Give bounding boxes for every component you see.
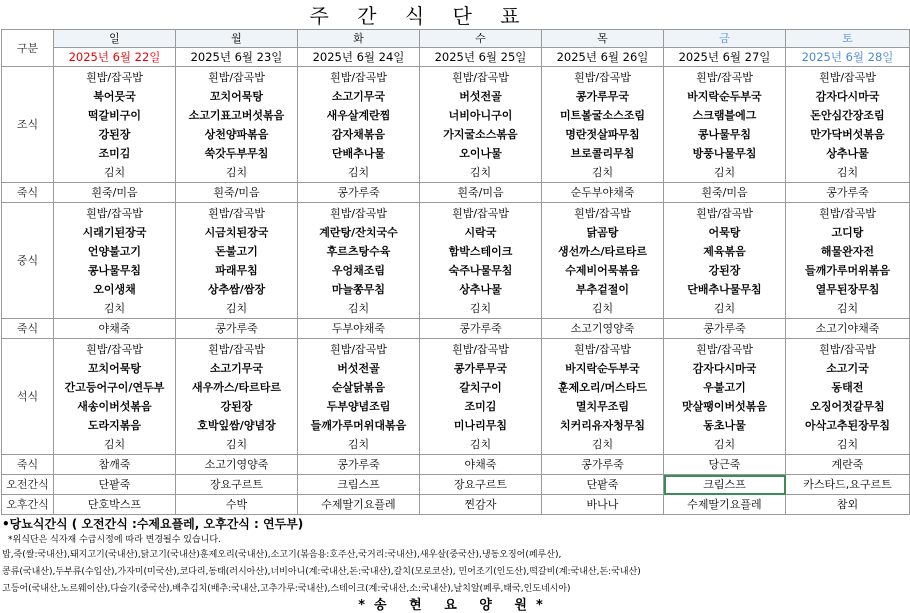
porridge-cell: 소고기야채죽 bbox=[786, 319, 910, 339]
menu-item: 흰밥/잡곡밥 bbox=[86, 343, 143, 356]
menu-item: 감자다시마국 bbox=[815, 90, 880, 103]
date-sun: 2025년 6월 22일 bbox=[54, 48, 176, 67]
am-snack-row bbox=[2, 475, 910, 495]
pm-snack-cell: 수제딸기요플레 bbox=[664, 495, 786, 515]
menu-item: 새송이버섯볶음 bbox=[77, 400, 152, 413]
porridge-cell: 콩가루죽 bbox=[298, 183, 420, 203]
menu-item: 간고등어구이/연두부 bbox=[64, 381, 165, 394]
menu-item: 도라지볶음 bbox=[87, 419, 142, 432]
menu-item: 생선까스/타르타르 bbox=[557, 245, 648, 258]
menu-item: 바지락순두부국 bbox=[687, 90, 762, 103]
am-snack-cell: 카스타드,요구르트 bbox=[786, 475, 910, 495]
porridge-label: 죽식 bbox=[2, 455, 54, 475]
menu-item: 동초나물 bbox=[703, 419, 746, 432]
menu-item-list bbox=[54, 340, 175, 454]
menu-item: 계란탕/잔치국수 bbox=[319, 226, 398, 239]
menu-item: 김치 bbox=[591, 438, 614, 451]
menu-item: 닭곰탕 bbox=[586, 226, 619, 239]
breakfast-row bbox=[2, 67, 910, 183]
menu-item-list bbox=[176, 68, 297, 182]
menu-item: 조미김 bbox=[464, 400, 497, 413]
menu-item: 흰밥/잡곡밥 bbox=[819, 207, 876, 220]
date-mon: 2025년 6월 23일 bbox=[176, 48, 298, 67]
origin-line-1: 밥,죽(쌀:국내산),돼지고기(국내산),닭고기(국내산)훈제오리(국내산),소고기(볶음용:호주산,국거리:국내산),새우살(중국산),냉동오징어(페루산), bbox=[2, 550, 562, 560]
menu-item: 쑥갓두부무침 bbox=[204, 147, 269, 160]
porridge-cell: 흰죽/미음 bbox=[54, 183, 176, 203]
porridge-cell: 소고기영양죽 bbox=[176, 455, 298, 475]
menu-item: 김치 bbox=[836, 438, 859, 451]
menu-item: 김치 bbox=[469, 166, 492, 179]
menu-item: 고디탕 bbox=[831, 226, 864, 239]
menu-item: 멸치무조림 bbox=[575, 400, 630, 413]
menu-item: 단배추나물 bbox=[331, 147, 386, 160]
breakfast-cell bbox=[542, 67, 664, 183]
menu-item: 콩나물무침 bbox=[87, 264, 142, 277]
pm-snack-row bbox=[2, 495, 910, 515]
menu-item-list bbox=[786, 340, 909, 454]
menu-item-list bbox=[298, 340, 419, 454]
menu-item: 떡갈비구이 bbox=[87, 109, 142, 122]
date-row bbox=[2, 48, 910, 67]
menu-item: 흰밥/잡곡밥 bbox=[330, 343, 387, 356]
porridge-cell: 콩가루죽 bbox=[542, 455, 664, 475]
menu-item: 김치 bbox=[225, 302, 248, 315]
dinner-cell bbox=[664, 339, 786, 455]
menu-item: 마늘쫑무침 bbox=[331, 283, 386, 296]
menu-item: 훈제오리/머스타드 bbox=[557, 381, 648, 394]
menu-item: 흰밥/잡곡밥 bbox=[330, 207, 387, 220]
menu-item-list bbox=[420, 204, 541, 318]
menu-item: 호박잎쌈/양념장 bbox=[197, 419, 276, 432]
menu-item: 감자채볶음 bbox=[331, 128, 386, 141]
category-header: 구분 bbox=[2, 30, 54, 67]
menu-item: 상추쌈/쌈장 bbox=[207, 283, 266, 296]
menu-item: 꼬치어묵탕 bbox=[209, 90, 264, 103]
menu-item: 흰밥/잡곡밥 bbox=[574, 207, 631, 220]
dinner-cell bbox=[786, 339, 910, 455]
menu-item: 콩나물무침 bbox=[697, 128, 752, 141]
porridge-cell: 콩가루죽 bbox=[786, 183, 910, 203]
menu-item: 흰밥/잡곡밥 bbox=[574, 71, 631, 84]
breakfast-cell bbox=[54, 67, 176, 183]
day-sat: 토 bbox=[786, 30, 910, 48]
diabetic-snack-note: •당뇨식간식 ( 오전간식 :수제요플레, 오후간식 : 연두부) bbox=[2, 517, 304, 531]
menu-item: 우엉채조림 bbox=[331, 264, 386, 277]
menu-item: 북어뭇국 bbox=[93, 90, 136, 103]
porridge-cell: 흰죽/미음 bbox=[420, 183, 542, 203]
date-wed: 2025년 6월 25일 bbox=[420, 48, 542, 67]
dinner-label: 석식 bbox=[2, 339, 54, 455]
menu-item-list bbox=[664, 340, 785, 454]
menu-item: 오징어젓갈무침 bbox=[810, 400, 885, 413]
menu-item: 흰밥/잡곡밥 bbox=[819, 343, 876, 356]
dinner-cell bbox=[176, 339, 298, 455]
menu-item: 해물완자전 bbox=[820, 245, 875, 258]
porridge-cell: 두부야채죽 bbox=[298, 319, 420, 339]
porridge-cell: 흰죽/미음 bbox=[664, 183, 786, 203]
menu-item: 콩가루무국 bbox=[453, 362, 508, 375]
porridge-cell: 소고기영양죽 bbox=[542, 319, 664, 339]
dinner-row bbox=[2, 339, 910, 455]
menu-item: 흰밥/잡곡밥 bbox=[208, 343, 265, 356]
menu-item: 소고기국 bbox=[826, 362, 869, 375]
menu-item: 흰밥/잡곡밥 bbox=[208, 71, 265, 84]
porridge-cell: 콩가루죽 bbox=[298, 455, 420, 475]
menu-item-list bbox=[298, 204, 419, 318]
am-snack-cell: 단팥죽 bbox=[54, 475, 176, 495]
lunch-row bbox=[2, 203, 910, 319]
menu-item: 우불고기 bbox=[703, 381, 746, 394]
menu-item: 강된장 bbox=[708, 264, 741, 277]
porridge-cell: 당근죽 bbox=[664, 455, 786, 475]
menu-item: 흰밥/잡곡밥 bbox=[452, 207, 509, 220]
menu-item: 흰밥/잡곡밥 bbox=[696, 71, 753, 84]
date-tue: 2025년 6월 24일 bbox=[298, 48, 420, 67]
menu-item: 두부양념조림 bbox=[326, 400, 391, 413]
porridge-cell: 콩가루죽 bbox=[420, 319, 542, 339]
porridge-cell: 콩가루죽 bbox=[176, 319, 298, 339]
menu-item: 소고기무국 bbox=[209, 362, 264, 375]
lunch-cell bbox=[54, 203, 176, 319]
pm-snack-cell: 참외 bbox=[786, 495, 910, 515]
menu-item: 흰밥/잡곡밥 bbox=[208, 207, 265, 220]
menu-item: 꼬치어묵탕 bbox=[87, 362, 142, 375]
pm-snack-cell: 단호박스프 bbox=[54, 495, 176, 515]
menu-item: 김치 bbox=[713, 438, 736, 451]
date-fri: 2025년 6월 27일 bbox=[664, 48, 786, 67]
menu-item: 흰밥/잡곡밥 bbox=[86, 207, 143, 220]
menu-item: 김치 bbox=[469, 302, 492, 315]
porridge-row-1 bbox=[2, 183, 910, 203]
dinner-cell bbox=[298, 339, 420, 455]
menu-item-list bbox=[176, 340, 297, 454]
menu-item: 조미김 bbox=[98, 147, 131, 160]
am-snack-cell-selected[interactable]: 크림스프 bbox=[664, 475, 786, 495]
menu-item: 버섯전골 bbox=[337, 362, 380, 375]
porridge-cell: 계란죽 bbox=[786, 455, 910, 475]
pm-snack-cell: 바나나 bbox=[542, 495, 664, 515]
breakfast-label: 조식 bbox=[2, 67, 54, 183]
menu-item: 숙주나물무침 bbox=[448, 264, 513, 277]
day-thu: 목 bbox=[542, 30, 664, 48]
menu-item: 열무된장무침 bbox=[815, 283, 880, 296]
porridge-cell: 콩가루죽 bbox=[664, 319, 786, 339]
date-sat: 2025년 6월 28일 bbox=[786, 48, 910, 67]
breakfast-cell bbox=[786, 67, 910, 183]
menu-item: 김치 bbox=[836, 302, 859, 315]
pm-snack-cell: 수박 bbox=[176, 495, 298, 515]
am-snack-cell: 장요구르트 bbox=[176, 475, 298, 495]
am-snack-cell: 단팥죽 bbox=[542, 475, 664, 495]
lunch-label: 중식 bbox=[2, 203, 54, 319]
menu-item: 맛살팽이버섯볶음 bbox=[681, 400, 767, 413]
menu-item: 흰밥/잡곡밥 bbox=[452, 71, 509, 84]
menu-item: 오이나물 bbox=[459, 147, 502, 160]
menu-item: 소고기무국 bbox=[331, 90, 386, 103]
porridge-label: 죽식 bbox=[2, 319, 54, 339]
am-snack-cell: 장요구르트 bbox=[420, 475, 542, 495]
menu-item: 아삭고추된장무침 bbox=[804, 419, 890, 432]
menu-item: 버섯전골 bbox=[459, 90, 502, 103]
dinner-cell bbox=[542, 339, 664, 455]
menu-item: 동태전 bbox=[831, 381, 864, 394]
menu-item-list bbox=[664, 68, 785, 182]
notes-section bbox=[2, 514, 908, 598]
am-snack-label: 오전간식 bbox=[2, 475, 54, 495]
menu-item: 김치 bbox=[836, 166, 859, 179]
menu-item: 파래무침 bbox=[215, 264, 258, 277]
am-snack-cell: 크림스프 bbox=[298, 475, 420, 495]
menu-item: 김치 bbox=[103, 302, 126, 315]
menu-item: 방풍나물무침 bbox=[692, 147, 757, 160]
menu-item: 함박스테이크 bbox=[448, 245, 513, 258]
change-notice: *위식단은 식자재 수급시정에 따라 변경될수 있습니다. bbox=[8, 535, 221, 545]
origin-line-2: 콩류(국내산),두부류(수입산),가자미(미국산),코다리,동태(러시아산),너비아니(계:국내산,돈:국내산),갈치(모로코산), 민어조기(인도산),떡갈비(계:국내산,돈:국내산) bbox=[2, 567, 641, 577]
day-sun: 일 bbox=[54, 30, 176, 48]
breakfast-cell bbox=[298, 67, 420, 183]
menu-item: 후르츠탕수육 bbox=[326, 245, 391, 258]
porridge-label: 죽식 bbox=[2, 183, 54, 203]
menu-item: 소고기표고버섯볶음 bbox=[188, 109, 285, 122]
menu-item-list bbox=[786, 204, 909, 318]
menu-item: 감자다시마국 bbox=[692, 362, 757, 375]
facility-name: *송 현 요 양 원* bbox=[358, 598, 552, 613]
menu-item: 흰밥/잡곡밥 bbox=[452, 343, 509, 356]
menu-item-list bbox=[420, 68, 541, 182]
menu-item: 너비아니구이 bbox=[448, 109, 513, 122]
menu-item: 오이생채 bbox=[93, 283, 136, 296]
menu-item: 치커리유자청무침 bbox=[559, 419, 645, 432]
menu-item: 흰밥/잡곡밥 bbox=[696, 343, 753, 356]
page-title: 주 간 식 단 표 bbox=[309, 4, 531, 28]
menu-item: 부추겉절이 bbox=[575, 283, 630, 296]
menu-item-list bbox=[54, 68, 175, 182]
menu-item: 김치 bbox=[591, 302, 614, 315]
menu-item: 김치 bbox=[713, 166, 736, 179]
menu-item: 김치 bbox=[347, 302, 370, 315]
menu-item: 상추나물 bbox=[826, 147, 869, 160]
porridge-cell: 야채죽 bbox=[54, 319, 176, 339]
menu-item: 김치 bbox=[347, 166, 370, 179]
menu-item-list bbox=[542, 340, 663, 454]
lunch-cell bbox=[420, 203, 542, 319]
menu-item: 김치 bbox=[591, 166, 614, 179]
menu-item: 제육볶음 bbox=[703, 245, 746, 258]
menu-item: 들깨가루머위볶음 bbox=[804, 264, 890, 277]
menu-item: 흰밥/잡곡밥 bbox=[819, 71, 876, 84]
menu-item: 들깨가루머위대볶음 bbox=[310, 419, 407, 432]
menu-item: 스크램블에그 bbox=[692, 109, 757, 122]
menu-item-list bbox=[298, 68, 419, 182]
lunch-cell bbox=[176, 203, 298, 319]
day-wed: 수 bbox=[420, 30, 542, 48]
porridge-cell: 야채죽 bbox=[420, 455, 542, 475]
pm-snack-label: 오후간식 bbox=[2, 495, 54, 515]
breakfast-cell bbox=[420, 67, 542, 183]
lunch-cell bbox=[664, 203, 786, 319]
menu-item: 흰밥/잡곡밥 bbox=[330, 71, 387, 84]
menu-item-list bbox=[664, 204, 785, 318]
dinner-cell bbox=[54, 339, 176, 455]
menu-item: 김치 bbox=[347, 438, 370, 451]
menu-item: 시래기된장국 bbox=[82, 226, 147, 239]
menu-item-list bbox=[542, 204, 663, 318]
menu-item: 단배추나물무침 bbox=[687, 283, 762, 296]
menu-item: 김치 bbox=[225, 438, 248, 451]
menu-item: 브로콜리무침 bbox=[570, 147, 635, 160]
day-mon: 월 bbox=[176, 30, 298, 48]
menu-item: 미나리무침 bbox=[453, 419, 508, 432]
lunch-cell bbox=[786, 203, 910, 319]
menu-item-list bbox=[54, 204, 175, 318]
menu-item-list bbox=[176, 204, 297, 318]
porridge-cell: 흰죽/미음 bbox=[176, 183, 298, 203]
menu-item: 콩가루무국 bbox=[575, 90, 630, 103]
breakfast-cell bbox=[176, 67, 298, 183]
menu-item: 미트볼굴소스조림 bbox=[559, 109, 645, 122]
date-thu: 2025년 6월 26일 bbox=[542, 48, 664, 67]
menu-item: 수제비어묵볶음 bbox=[565, 264, 640, 277]
menu-item: 시락국 bbox=[464, 226, 497, 239]
menu-item-list bbox=[542, 68, 663, 182]
day-tue: 화 bbox=[298, 30, 420, 48]
menu-item: 흰밥/잡곡밥 bbox=[696, 207, 753, 220]
menu-item: 갈치구이 bbox=[459, 381, 502, 394]
menu-item: 새우까스/타르타르 bbox=[191, 381, 282, 394]
menu-item: 흰밥/잡곡밥 bbox=[574, 343, 631, 356]
menu-item: 언양불고기 bbox=[87, 245, 142, 258]
menu-item: 상천양파볶음 bbox=[204, 128, 269, 141]
pm-snack-cell: 수제딸기요플레 bbox=[298, 495, 420, 515]
porridge-row-2 bbox=[2, 319, 910, 339]
menu-item: 김치 bbox=[103, 438, 126, 451]
porridge-cell: 참깨죽 bbox=[54, 455, 176, 475]
menu-item: 김치 bbox=[103, 166, 126, 179]
menu-item: 어묵탕 bbox=[708, 226, 741, 239]
origin-line-3: 고등어(국내산,노르웨이산),다슬기(중국산),배추김치(배추:국내산,고추가루:국내산),스테이크(계:국내산,소:국내산),날치알(페루,태국,인도네시아) bbox=[2, 584, 571, 594]
menu-item: 강된장 bbox=[220, 400, 253, 413]
menu-table bbox=[1, 29, 910, 515]
menu-item: 김치 bbox=[713, 302, 736, 315]
menu-item: 만가닥버섯볶음 bbox=[810, 128, 885, 141]
menu-item: 상추나물 bbox=[459, 283, 502, 296]
menu-item: 바지락순두부국 bbox=[565, 362, 640, 375]
menu-item: 강된장 bbox=[98, 128, 131, 141]
menu-item: 순살닭볶음 bbox=[331, 381, 386, 394]
menu-item: 김치 bbox=[469, 438, 492, 451]
breakfast-cell bbox=[664, 67, 786, 183]
menu-item-list bbox=[420, 340, 541, 454]
lunch-cell bbox=[298, 203, 420, 319]
porridge-cell: 순두부야채죽 bbox=[542, 183, 664, 203]
pm-snack-cell: 찐감자 bbox=[420, 495, 542, 515]
day-fri: 금 bbox=[664, 30, 786, 48]
menu-item: 명란젓살파무침 bbox=[565, 128, 640, 141]
lunch-cell bbox=[542, 203, 664, 319]
menu-item: 시금치된장국 bbox=[204, 226, 269, 239]
porridge-row-3 bbox=[2, 455, 910, 475]
menu-item: 흰밥/잡곡밥 bbox=[86, 71, 143, 84]
dinner-cell bbox=[420, 339, 542, 455]
menu-item: 새우살계란찜 bbox=[326, 109, 391, 122]
menu-item: 김치 bbox=[225, 166, 248, 179]
menu-item: 돈안심간장조림 bbox=[810, 109, 885, 122]
day-row bbox=[2, 30, 910, 48]
menu-item: 돈불고기 bbox=[215, 245, 258, 258]
menu-item-list bbox=[786, 68, 909, 182]
menu-item: 가지굴소스볶음 bbox=[443, 128, 518, 141]
